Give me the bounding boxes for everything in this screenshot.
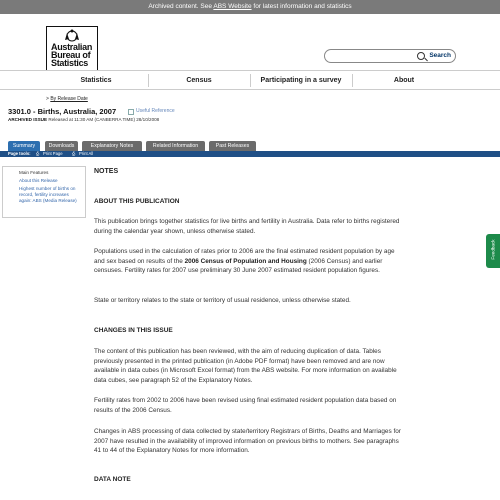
nav-census[interactable]: Census xyxy=(186,77,212,84)
feedback-label: Feedback xyxy=(490,239,496,260)
print-all-link[interactable]: Print All xyxy=(79,151,94,156)
notes-heading: NOTES xyxy=(94,168,119,175)
census-title: 2006 Census of Population and Housing xyxy=(184,257,307,265)
site-header xyxy=(0,14,500,70)
print-page-link[interactable]: Print Page xyxy=(43,151,63,156)
archived-banner-prefix: Archived content. See xyxy=(148,3,214,10)
reference-icon[interactable] xyxy=(128,109,134,115)
paragraph-populations xyxy=(94,247,406,276)
archived-banner xyxy=(0,0,500,14)
nav-statistics[interactable]: Statistics xyxy=(80,77,112,84)
paragraph-about: This publication brings together statistics for live births and fertility in Australia. Data refer to births registered during the calendar year shown, unless otherwise stated. xyxy=(94,218,400,235)
nav-participating[interactable]: Participating in a survey xyxy=(260,77,342,84)
logo-line-3: Statistics xyxy=(51,58,89,68)
archived-issue-line xyxy=(8,117,159,122)
section-about-publication: ABOUT THIS PUBLICATION xyxy=(94,198,180,205)
sidebar-item-media-release[interactable]: Highest number of births on record, fertility increases again: ABS (Media Release) xyxy=(19,186,77,203)
search-icon[interactable] xyxy=(417,52,425,60)
page-title: 3301.0 - Births, Australia, 2007 xyxy=(8,107,117,116)
paragraph-processing-changes: Changes in ABS processing of data collected by state/territory Registrars of Births, Deaths and Marriages for 2007 have resulted in the availability of improved information on previous births to mothers. See paragraphs 41 to 44 of the Explanatory Notes for more information. xyxy=(94,428,401,455)
release-detail: Released at 11:30 AM (CANBERRA TIME) 28/10/2008 xyxy=(47,117,160,122)
archived-banner-suffix: for latest information and statistics xyxy=(251,3,352,10)
main-nav xyxy=(0,70,500,90)
breadcrumb-release-date[interactable]: By Release Date xyxy=(50,96,88,102)
page-tools-bar xyxy=(0,151,500,157)
search-input[interactable] xyxy=(324,49,456,63)
tab-summary[interactable]: Summary xyxy=(8,141,40,151)
paragraph-state: State or territory relates to the state or territory of usual residence, unless otherwise stated. xyxy=(94,297,351,304)
sidebar-contents xyxy=(2,166,86,218)
abs-website-link[interactable]: ABS Website xyxy=(213,3,252,10)
paragraph-content-review: The content of this publication has been reviewed, with the aim of reducing duplication of data. Tables previously presented in the printed publication (in Adobe PDF format) have been removed and are now available in data cubes (in Microsoft Excel format) from the ABS website. For more information on available data cubes, see paragraph 52 of the Explanatory Notes. xyxy=(94,348,397,385)
archived-issue-label: ARCHIVED ISSUE xyxy=(8,117,48,122)
tab-past-releases[interactable]: Past Releases xyxy=(209,141,256,151)
tab-downloads[interactable]: Downloads xyxy=(45,141,78,151)
feedback-button[interactable] xyxy=(486,234,500,268)
paragraph-populations-a: Populations used in the calculation of rates prior to 2006 are the final estimated resident population by age and sex based on results of the xyxy=(94,248,395,265)
paragraph-fertility-rates: Fertility rates from 2002 to 2006 have been revised using final estimated resident population data based on results of the 2006 Census. xyxy=(94,397,397,414)
print-all-icon[interactable]: ⎙ xyxy=(72,151,76,156)
tab-explanatory-notes[interactable]: Explanatory Notes xyxy=(82,141,142,151)
nav-about[interactable]: About xyxy=(393,77,415,84)
breadcrumb xyxy=(46,96,88,102)
useful-reference-link[interactable]: Useful Reference xyxy=(136,108,175,114)
page-tools-label: Page tools: xyxy=(8,151,31,156)
print-page-icon[interactable]: ⎙ xyxy=(36,151,40,156)
paragraph-populations-c: (2006 Census) and earlier censuses. Fertility rates for 2007 use preliminary 30 June 2007 estimated resident population figures. xyxy=(94,257,383,275)
coat-of-arms-icon xyxy=(63,29,81,42)
sidebar-title: Main Features xyxy=(19,170,49,175)
sidebar-item-about-release[interactable]: About this Release xyxy=(19,178,58,183)
logo-line-1: Australian xyxy=(51,42,93,52)
breadcrumb-arrow: > xyxy=(46,96,51,102)
search-button[interactable]: Search xyxy=(429,52,451,59)
logo-line-2: Bureau of xyxy=(51,50,91,60)
section-changes: CHANGES IN THIS ISSUE xyxy=(94,327,173,334)
section-data-note: DATA NOTE xyxy=(94,476,131,483)
tab-related-information[interactable]: Related Information xyxy=(146,141,205,151)
